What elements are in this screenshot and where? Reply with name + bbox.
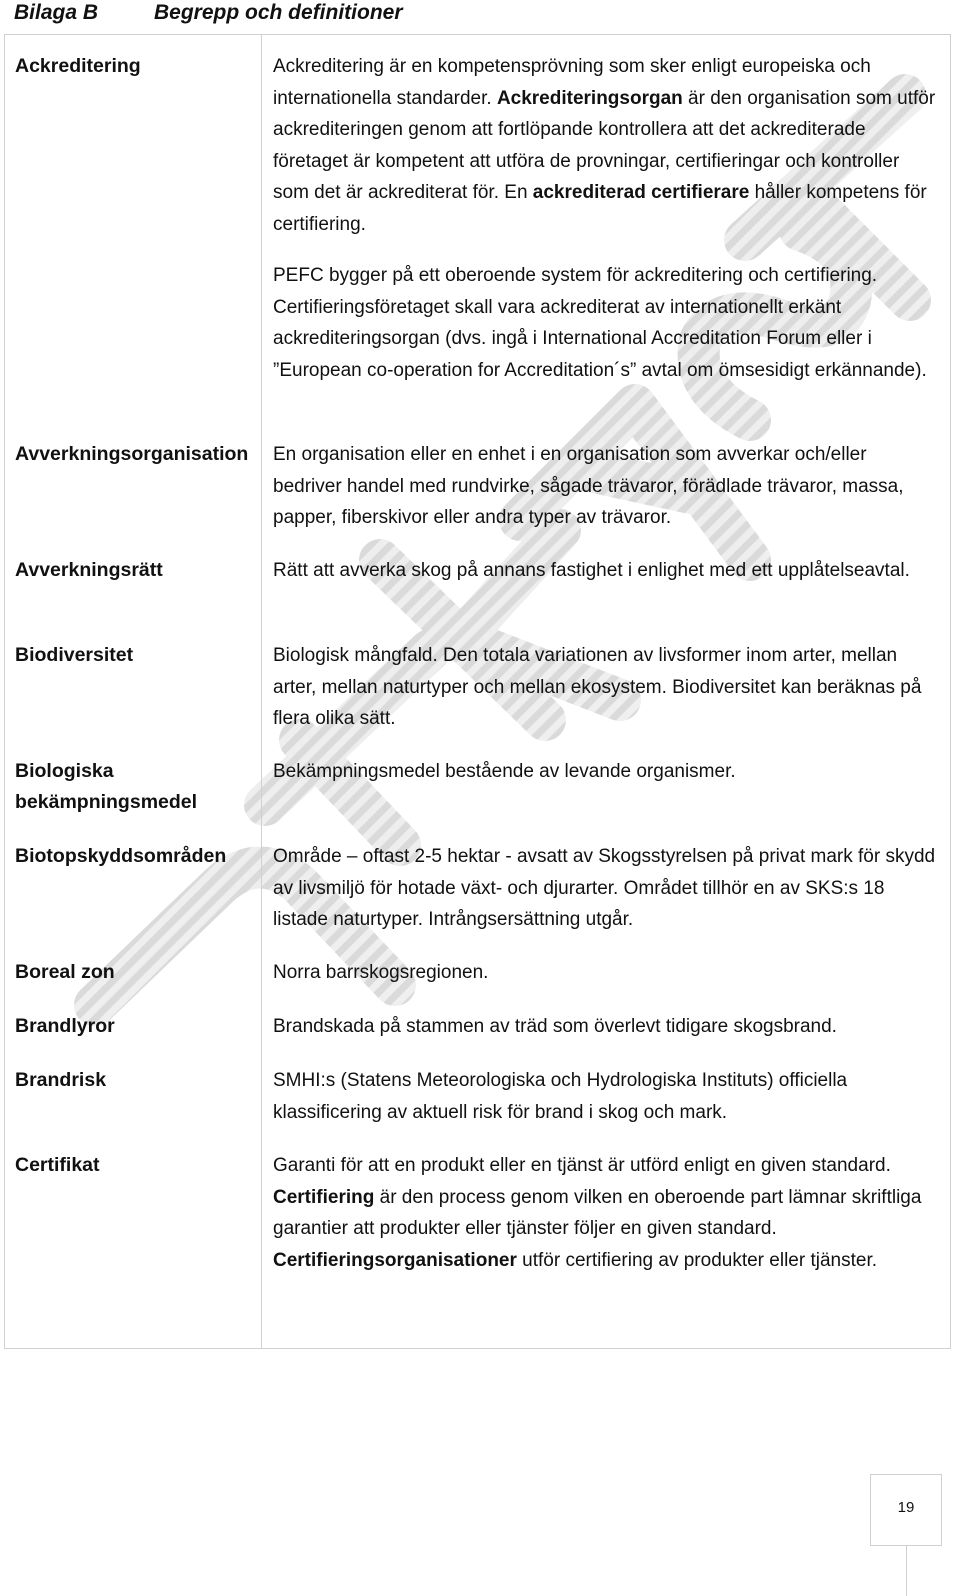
text-run: Biologisk mångfald. Den totala variationen av livsformer inom arter, mellan arter, mellan naturtyper och mellan ekosystem. Biodiversitet kan beräknas på flera olika sätt. <box>273 645 922 729</box>
definition-biodiversitet <box>273 640 938 755</box>
text-run: utför certifiering av produkter eller tjänster. <box>516 1249 877 1271</box>
term-ackreditering: Ackreditering <box>15 55 141 77</box>
text-run: är den process genom vilken en oberoende part lämnar skriftliga garantier att produkter eller tjänster följer en given standard. <box>273 1186 922 1239</box>
term-boreal-zon: Boreal zon <box>15 961 115 983</box>
definition-certifikat <box>273 1150 938 1296</box>
bold-term: Certifieringsorganisationer <box>273 1249 517 1271</box>
term-avverkningsorganisation: Avverkningsorganisation <box>15 443 249 465</box>
term-certifikat: Certifikat <box>15 1154 100 1176</box>
page-box-stem <box>906 1546 907 1596</box>
glossary-table <box>4 34 951 1349</box>
definition-paragraph <box>273 957 938 989</box>
text-run: håller kompetens för certifiering. <box>273 182 927 235</box>
definition-ackreditering <box>273 51 938 406</box>
term-brandrisk: Brandrisk <box>15 1069 107 1091</box>
page-number: 19 <box>897 1499 915 1516</box>
definition-paragraph <box>273 260 938 386</box>
text-run: PEFC bygger på ett oberoende system för ackreditering och certifiering. Certifieringsföretaget skall vara ackrediterat av internationellt erkänt ackrediteringsorgan (dvs. ingå i International Accreditation Forum eller i ”European co-operation for Accreditation´s” avtal om ömsesidigt erkännande). <box>273 265 927 381</box>
text-run: är den organisation som utför ackrediteringen genom att fortlöpande kontrollera att det ackrediterade företaget är kompetent att utföra de provningar, certifieringar och kontroller som det är ackrediterat för. En <box>273 87 936 203</box>
text-run: Garanti för att en produkt eller en tjänst är utförd enligt en given standard. <box>273 1155 891 1176</box>
definition-avverkningsorganisation <box>273 439 938 554</box>
term-biotopskyddsomraden: Biotopskyddsområden <box>15 845 227 867</box>
definition-paragraph <box>273 1011 938 1043</box>
term-brandlyror: Brandlyror <box>15 1015 115 1037</box>
bold-term: Ackrediteringsorgan <box>496 87 683 109</box>
appendix-title: Begrepp och definitioner <box>154 1 403 24</box>
term-biologiska-bekampningsmedel: Biologiska bekämpningsmedel <box>15 760 198 813</box>
definition-biotopskyddsomraden <box>273 841 938 956</box>
definition-brandrisk <box>273 1065 938 1148</box>
bold-term: Certifiering <box>273 1186 375 1208</box>
definition-paragraph <box>273 555 938 587</box>
appendix-label: Bilaga B <box>14 1 99 24</box>
text-run: En organisation eller en enhet i en organisation som avverkar och/eller bedriver handel med rundvirke, sågade trävaror, förädlade trävaror, massa, papper, fiberskivor eller andra typer av trävaror. <box>273 444 904 528</box>
text-run: Område – oftast 2-5 hektar - avsatt av Skogsstyrelsen på privat mark för skydd av livsmiljö för hotade växt- och djurarter. Området tillhör en av SKS:s 18 listade naturtyper. Intrångsersättning utgår. <box>273 846 936 930</box>
column-divider <box>261 35 262 1348</box>
definition-boreal-zon <box>273 957 938 1009</box>
text-run: SMHI:s (Statens Meteorologiska och Hydrologiska Instituts) officiella klassificering av aktuell risk för brand i skog och mark. <box>273 1070 848 1123</box>
text-run: Norra barrskogsregionen. <box>273 962 489 983</box>
page-number-box <box>870 1474 942 1546</box>
term-biodiversitet: Biodiversitet <box>15 644 134 666</box>
definition-avverkningsratt <box>273 555 938 607</box>
definition-paragraph <box>273 1065 938 1128</box>
definition-paragraph <box>273 1150 938 1276</box>
definition-paragraph <box>273 439 938 534</box>
definition-biologiska-bekampningsmedel <box>273 756 938 808</box>
text-run: Bekämpningsmedel bestående av levande organismer. <box>273 761 736 782</box>
text-run: Rätt att avverka skog på annans fastighet i enlighet med ett upplåtelseavtal. <box>273 560 910 581</box>
definition-paragraph <box>273 756 938 788</box>
definition-paragraph <box>273 51 938 240</box>
definition-paragraph <box>273 841 938 936</box>
term-avverkningsratt: Avverkningsrätt <box>15 559 163 581</box>
text-run: Ackreditering är en kompetensprövning som sker enligt europeiska och internationella standarder. <box>273 56 871 109</box>
bold-term: ackrediterad certifierare <box>532 182 750 203</box>
definition-brandlyror <box>273 1011 938 1063</box>
text-run: Brandskada på stammen av träd som överlevt tidigare skogsbrand. <box>273 1016 837 1037</box>
definition-paragraph <box>273 640 938 735</box>
